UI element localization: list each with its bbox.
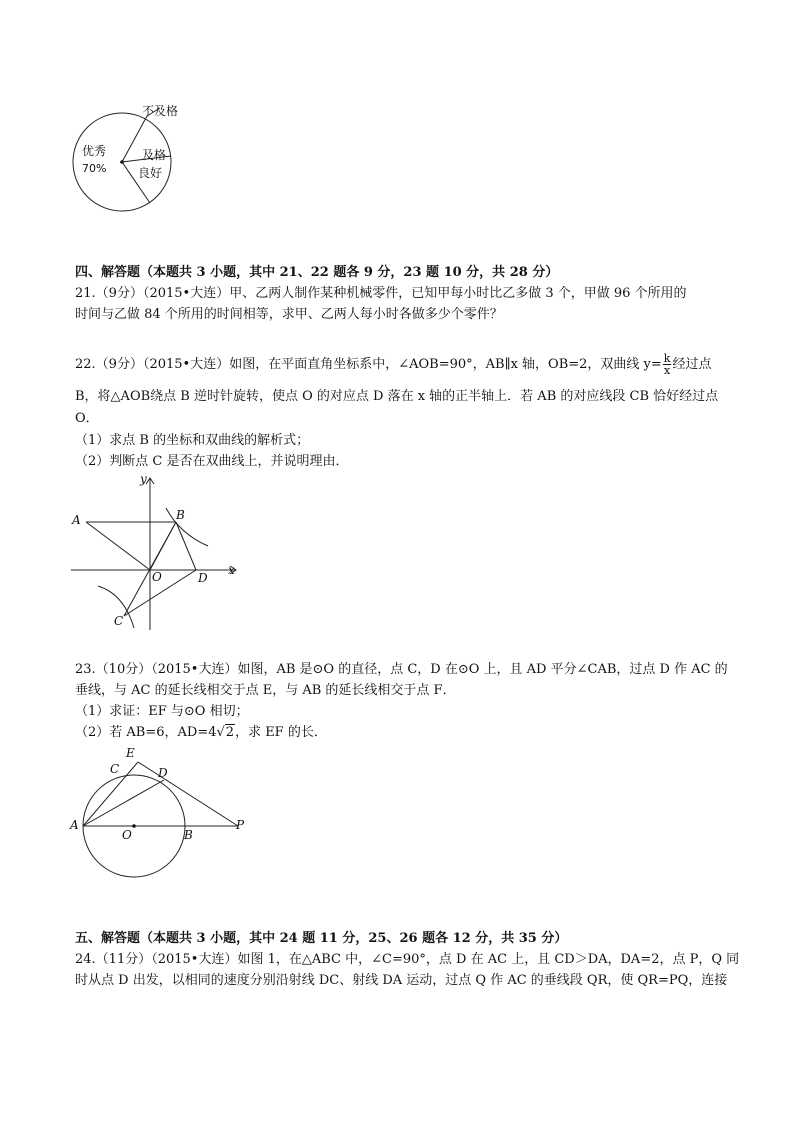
pie-label-fail: 不及格 [142, 104, 179, 118]
pie-label-good: 良好 [138, 166, 163, 180]
q22-label-x: x [228, 563, 235, 577]
q23-label-P: P [236, 818, 245, 832]
q22-segment-BD [176, 522, 196, 570]
q22-hyperbola-upper [166, 508, 208, 546]
q22-label-B: B [176, 508, 185, 522]
section4-heading: 四、解答题（本题共 3 小题，其中 21、22 题各 9 分，23 题 10 分，共 28 分） [75, 265, 559, 280]
q22-line3: O． [75, 411, 99, 426]
section5-heading: 五、解答题（本题共 3 小题，其中 24 题 11 分，25、26 题各 12 分，共 35 分） [75, 931, 568, 946]
q22-line1-end: 经过点 [672, 357, 712, 372]
q22-figure [68, 470, 248, 635]
q23-sqrt-radicand: 2 [225, 725, 235, 740]
q22-label-y: y [140, 472, 147, 486]
q22-label-D: D [198, 571, 208, 585]
q22-line2: B，将△AOB绕点 B 逆时针旋转，使点 O 的对应点 D 落在 x 轴的正半轴上．若 AB 的对应线段 CB 恰好经过点 [75, 389, 719, 404]
q23-line2: 垂线，与 AC 的延长线相交于点 E，与 AB 的延长线相交于点 F． [75, 683, 456, 698]
q22-part2: （2）判断点 C 是否在双曲线上，并说明理由． [75, 454, 349, 469]
q23-label-C: C [110, 762, 120, 776]
q23-figure [68, 748, 258, 908]
q23-center-O [132, 824, 136, 828]
q21-line1: 21.（9分）（2015•大连）甲、乙两人制作某种机械零件，已知甲每小时比乙多做 3 个，甲做 96 个所用的 [75, 286, 687, 301]
q23-part2-text: （2）若 AB=6，AD=4 [75, 725, 217, 740]
pie-label-pass: 及格 [142, 148, 167, 162]
q23-line-AD [83, 780, 164, 826]
q23-part2 [75, 723, 327, 743]
q23-label-E: E [126, 746, 135, 760]
q23-sqrt: √2 [216, 725, 235, 740]
q23-part1: （1）求证：EF 与⊙O 相切； [75, 704, 249, 719]
pie-figure [70, 100, 200, 220]
q22-frac-den: x [664, 364, 671, 377]
q23-label-O: O [122, 828, 132, 842]
q22-figure-svg [68, 470, 248, 635]
q23-label-B: B [184, 828, 193, 842]
q23-part2-end: ，求 EF 的长． [235, 725, 327, 740]
q22-segment-AO [86, 522, 150, 570]
pie-chart-svg [70, 100, 200, 220]
pie-center [120, 160, 124, 164]
pie-label-excellent-pct: 70% [82, 162, 107, 175]
q22-line1-text: 22.（9分）（2015•大连）如图，在平面直角坐标系中，∠AOB=90°，AB∥x 轴，OB=2，双曲线 y= [75, 357, 662, 372]
q21-line2: 时间与乙做 84 个所用的时间相等，求甲、乙两人每小时各做多少个零件？ [75, 307, 503, 322]
q22-frac-num: k [663, 352, 671, 365]
q22-fraction [663, 353, 672, 376]
q22-label-O: O [152, 570, 162, 584]
q24-line2: 时从点 D 出发，以相同的速度分别沿射线 DC、射线 DA 运动，过点 Q 作 AC 的垂线段 QR，使 QR=PQ，连接 [75, 973, 728, 988]
q23-label-A: A [70, 818, 79, 832]
q22-part1: （1）求点 B 的坐标和双曲线的解析式； [75, 433, 310, 448]
q22-line1 [75, 353, 711, 376]
q22-label-C: C [114, 614, 124, 628]
q23-line1: 23.（10分）（2015•大连）如图，AB 是⊙O 的直径，点 C，D 在⊙O 上，且 AD 平分∠CAB，过点 D 作 AC 的 [75, 662, 728, 677]
q24-line1: 24.（11分）（2015•大连）如图 1，在△ABC 中，∠C=90°，点 D 在 AC 上，且 CD＞DA，DA=2，点 P，Q 同 [75, 952, 740, 967]
pie-label-excellent: 优秀 [82, 144, 107, 158]
q22-label-A: A [72, 513, 81, 527]
q23-line-EP [138, 762, 238, 826]
q23-label-D: D [158, 766, 168, 780]
